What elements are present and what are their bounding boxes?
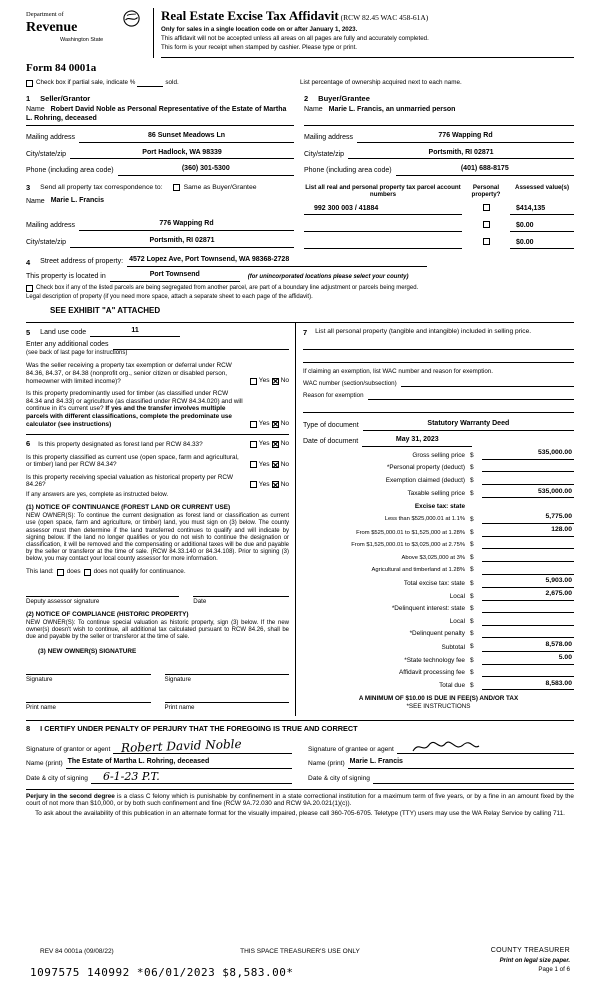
no-label: No (280, 480, 289, 488)
dept-state: Washington State (60, 36, 104, 43)
land-qualify-row (26, 568, 289, 576)
section-6 (26, 434, 289, 711)
tier3-field[interactable] (482, 547, 574, 549)
parcel-number-field[interactable]: 992 300 003 / 41884 (304, 205, 462, 215)
grantee-printname-field[interactable]: Marie L. Francis (348, 758, 574, 769)
total-due-field[interactable]: 8,583.00 (482, 680, 574, 690)
buyer-city-label: City/state/zip (304, 150, 345, 158)
no-label: No (280, 377, 289, 384)
additional-codes-note: (see back of last page for instructions) (26, 350, 128, 357)
dollar-sign: $ (470, 669, 474, 677)
owner-printname-line-1[interactable] (26, 695, 151, 703)
no-label: No (280, 460, 289, 468)
taxable-price-label: Taxable selling price (407, 490, 465, 498)
section-buyer (304, 87, 574, 177)
parcel-table (304, 176, 574, 249)
q-historic-text: Is this property receiving special valuation as historical property per RCW 84.26? (26, 473, 234, 489)
corr-mailing-label: Mailing address (26, 222, 76, 230)
corr-name-label: Name (26, 197, 45, 205)
rev-number: REV 84 0001a (09/08/22) (40, 947, 114, 955)
q-forest-answer (247, 440, 289, 448)
tier1-label: Less than $525,000.01 at 1.1% (384, 516, 465, 523)
dollar-sign: $ (470, 630, 474, 638)
certify-title: I CERTIFY UNDER PENALTY OF PERJURY THAT THE FOREGOING IS TRUE AND CORRECT (40, 723, 358, 733)
section-7-number: 7 (303, 327, 308, 337)
parcel-personal-checkbox-3[interactable] (483, 238, 490, 245)
taxable-price-field[interactable]: 535,000.00 (482, 488, 574, 498)
minimum-due-note: A MINIMUM OF $10.00 IS DUE IN FEE(S) AND/OR TAX (358, 695, 519, 703)
notice-compliance-body: NEW OWNER(S): To continue special valuation as historic property, sign (3) below. If the new owner(s) doesn't wish to continue, all additional tax calculated pursuant to RCW 84.26, shall be due and payable by the seller or transferor at the time of sale. (26, 619, 289, 640)
grantee-date-field[interactable] (373, 773, 574, 784)
q-currentuse-yes-checkbox[interactable] (250, 461, 257, 468)
owner-signature-row (26, 667, 289, 684)
dollar-sign: $ (470, 553, 474, 561)
parcel-personal-checkbox-2[interactable] (483, 221, 490, 228)
grantee-signature-field[interactable] (397, 737, 574, 754)
parcel-number-field[interactable] (304, 231, 462, 232)
perjury-notice (26, 789, 574, 818)
doc-type-field[interactable]: Statutory Warranty Deed (363, 420, 574, 431)
grantor-date-label: Date & city of signing (26, 775, 88, 783)
located-in-field[interactable]: Port Townsend (110, 271, 240, 282)
section-1-title: Seller/Grantor (40, 93, 91, 103)
reason-exemption-field[interactable] (368, 398, 574, 400)
county-treasurer-block (491, 947, 570, 974)
grantee-date-label: Date & city of signing (308, 775, 370, 783)
personal-property-intro: List all personal property (tangible and intangible) included in selling price. (315, 327, 532, 335)
q-timber-yes-checkbox[interactable] (250, 421, 257, 428)
left-column (26, 323, 296, 716)
exemption-deduct-field[interactable] (482, 483, 574, 485)
subtotal-field[interactable]: 8,578.00 (482, 641, 574, 651)
owner-printname-line-2[interactable] (165, 695, 290, 703)
tier2-field[interactable]: 128.00 (482, 526, 574, 536)
header-note-3: This form is your receipt when stamped by cashier. Please type or print. (161, 44, 358, 52)
county-treasurer-label: COUNTY TREASURER (490, 947, 570, 954)
tier4-label: Above $3,025,000 at 3% (401, 554, 465, 561)
tier3-label: From $1,525,000.01 to $3,025,000 at 2.75% (351, 542, 465, 549)
dollar-sign: $ (470, 682, 474, 690)
parcel-col-header: List all real and personal property tax parcel account numbers (305, 184, 461, 199)
dollar-sign: $ (470, 528, 474, 536)
q-timber-text (26, 390, 247, 428)
form-number: Form 84 0001a (26, 62, 97, 74)
section-8-number: 8 (26, 723, 31, 733)
q-exemption-no-checkbox[interactable] (272, 378, 279, 385)
header-title-block (161, 8, 574, 58)
print-name-label: Print name (164, 703, 195, 711)
cashier-stamp: 1097575 140992 *06/01/2023 $8,583.00* (30, 966, 294, 980)
tier4-field[interactable] (482, 560, 574, 562)
grantee-signature-label: Signature of grantee or agent (308, 745, 394, 753)
assessed-value-field[interactable]: $414,135 (510, 205, 574, 215)
deputy-assessor-signature-line[interactable] (26, 589, 179, 597)
header (26, 8, 574, 58)
owner-printname-row (26, 695, 289, 712)
q-exemption-answer (247, 377, 289, 385)
grantor-date-handwriting: 6-1-23 P.T. (102, 769, 160, 783)
land-use-field[interactable]: 11 (90, 327, 180, 338)
buyer-phone-label: Phone (including area code) (304, 167, 392, 175)
dollar-sign: $ (470, 451, 474, 459)
legal-paper-note: Print on legal size paper. (499, 957, 570, 964)
total-due-label: Total due (439, 682, 465, 690)
owner-signature-line-1[interactable] (26, 667, 151, 675)
section-4-number: 4 (26, 257, 31, 267)
processing-fee-label: Affidavit processing fee (399, 669, 465, 677)
q-exemption-text: Was the seller receiving a property tax exemption or deferral under RCW 84.36, 84.37, or 84.38 (nonprofit org., senior citizen or disabled person, homeowner with limited income)? (26, 362, 232, 385)
dollar-sign: $ (470, 515, 474, 523)
partial-sale-label: Check box if partial sale, indicate % (36, 78, 136, 86)
gross-price-label: Gross selling price (412, 451, 465, 459)
gross-price-field[interactable]: 535,000.00 (482, 449, 574, 459)
see-instructions-note: *SEE INSTRUCTIONS (406, 703, 471, 711)
grantor-signature-handwriting: Robert David Noble (121, 736, 243, 756)
corr-city-label: City/state/zip (26, 239, 67, 247)
section-certify (26, 720, 574, 784)
dollar-sign: $ (470, 476, 474, 484)
total-state-label: Total excise tax: state (403, 579, 465, 587)
legal-description-label: Legal description of property (if you need more space, attach a separate sheet to each page of the affidavit). (26, 294, 313, 301)
dollar-sign: $ (470, 566, 474, 574)
deputy-assessor-label: Deputy assessor signature (26, 598, 100, 606)
buyer-name-label: Name (304, 105, 323, 113)
q-exemption-yes-checkbox[interactable] (250, 378, 257, 385)
printname-pair (26, 758, 574, 769)
parcel-number-field[interactable] (304, 248, 462, 249)
local-field[interactable]: 2,675.00 (482, 590, 574, 600)
seller-name-value: Robert David Noble as Personal Representative of the Estate of Martha L. Rohring, deceased (26, 105, 287, 122)
partial-sale-checkbox[interactable] (26, 80, 33, 87)
q-historic-yes-checkbox[interactable] (250, 481, 257, 488)
dollar-sign: $ (470, 605, 474, 613)
q-currentuse-answer (247, 461, 289, 469)
q-currentuse-no-checkbox[interactable] (272, 461, 279, 468)
form-title: Real Estate Excise Tax Affidavit (161, 8, 339, 23)
form-rcw: (RCW 82.45 WAC 458-61A) (340, 13, 429, 22)
ownership-note: List percentage of ownership acquired next to each name. (300, 78, 462, 86)
assessed-value-field[interactable]: $0.00 (510, 222, 574, 232)
grantor-signature-field[interactable] (113, 737, 292, 754)
local-label: Local (449, 592, 465, 600)
dollar-sign: $ (470, 489, 474, 497)
land-does-label: does (66, 568, 81, 576)
parcel-row (304, 220, 574, 232)
street-address-label: Street address of property: (40, 258, 124, 266)
land-prefix: This land: (26, 568, 54, 576)
same-as-buyer-label: Same as Buyer/Grantee (183, 183, 257, 191)
section-6-number: 6 (26, 439, 31, 449)
land-does-not-label: does not qualify for continuance. (93, 568, 186, 576)
delinquent-interest-label: *Delinquent interest: state (391, 605, 465, 613)
delinquent-local-label: Local (449, 617, 465, 625)
seller-city-label: City/state/zip (26, 150, 67, 158)
personal-property-line-1[interactable] (303, 337, 574, 350)
section-3-title: Send all property tax correspondence to: (40, 183, 163, 191)
if-yes-note: If any answers are yes, complete as instructed below. (26, 491, 169, 498)
corr-mailing-field[interactable]: 776 Wapping Rd (79, 220, 294, 231)
tier1-field[interactable]: 5,775.00 (482, 513, 574, 523)
dept-name: Revenue (26, 20, 78, 36)
seller-name-field[interactable] (26, 106, 294, 126)
dept-of-label: Department of (26, 11, 64, 18)
grantor-signature-label: Signature of grantor or agent (26, 745, 111, 753)
yes-label: Yes (258, 460, 270, 468)
no-label: No (280, 440, 289, 448)
street-address-field[interactable]: 4572 Lopez Ave, Port Townsend, WA 98368-2728 (127, 256, 427, 267)
processing-fee-field[interactable] (482, 675, 574, 677)
section-2-title: Buyer/Grantee (318, 93, 370, 103)
grantor-date-field[interactable] (91, 769, 292, 784)
q-timber-normal: Is this property predominantly used for timber (as classified under RCW 84.34 and 84.33) or agriculture (as classified under RCW 84.34.020) and will continue in it's current use? (26, 390, 243, 413)
tech-fee-field[interactable]: 5.00 (482, 654, 574, 664)
parcel-row (304, 237, 574, 249)
doc-date-field[interactable]: May 31, 2023 (362, 436, 472, 447)
delinquent-penalty-label: *Delinquent penalty (409, 630, 465, 638)
assessed-value-field[interactable]: $0.00 (510, 239, 574, 249)
dollar-sign: $ (470, 617, 474, 625)
right-column (296, 323, 574, 716)
segregated-label: Check box if any of the listed parcels are being segregated from another parcel, are part of a boundary line adjustment or parcels being merged. (36, 284, 419, 291)
dollar-sign: $ (470, 656, 474, 664)
correspondence-parcels-row (26, 176, 574, 249)
exemption-deduct-label: Exemption claimed (deduct) (385, 476, 465, 484)
land-does-not-checkbox[interactable] (84, 569, 91, 576)
header-note-2: This affidavit will not be accepted unless all areas on all pages are fully and accurately completed. (161, 35, 429, 42)
corr-name-field[interactable]: Marie L. Francis (50, 196, 104, 204)
located-in-note: (for unincorporated locations please select your county) (247, 274, 409, 281)
perjury-body: is a class C felony which is punishable by confinement in a state correctional institution for a maximum term of five years, or by a fine in an amount fixed by the court of not more than $10,000, or by both such confinement and fine (RCW 9A.72.030 and RCW 9A.20.021(1)(c)). (26, 792, 574, 808)
reason-exemption-label: Reason for exemption (303, 392, 364, 400)
delinquent-penalty-field[interactable] (482, 636, 574, 638)
tech-fee-label: *State technology fee (404, 656, 465, 664)
seller-buyer-row (26, 87, 574, 177)
signature-pair (26, 737, 574, 754)
yes-label: Yes (258, 440, 270, 448)
dollar-sign: $ (470, 464, 474, 472)
q-historic-no-checkbox[interactable] (272, 481, 279, 488)
date-city-pair (26, 769, 574, 784)
segregated-checkbox[interactable] (26, 285, 33, 292)
seller-city-field[interactable]: Port Hadlock, WA 98339 (70, 149, 294, 160)
grantee-signature-scribble-icon (411, 739, 481, 755)
grantee-printname-label: Name (print) (308, 760, 345, 768)
signature-label: Signature (26, 676, 53, 684)
alt-format-notice: To ask about the availability of this publication in an alternate format for the visually impaired, please call 360-705-6705. Teletype (TTY) users may use the WA Relay Service by calling 711. (35, 809, 565, 817)
wac-number-field[interactable] (401, 385, 574, 387)
owner-signature-line-2[interactable] (165, 667, 290, 675)
seller-mailing-field[interactable]: 86 Sunset Meadows Ln (79, 132, 294, 143)
personal-deduct-field[interactable] (482, 470, 574, 472)
seller-phone-label: Phone (including area code) (26, 167, 114, 175)
partial-sale-row (26, 79, 574, 87)
q-forest-text: Is this property designated as forest land per RCW 84.33? (38, 440, 203, 448)
agricultural-field[interactable] (482, 573, 574, 575)
main-columns (26, 322, 574, 716)
signature-label: Signature (164, 676, 191, 684)
section-correspondence (26, 176, 294, 249)
buyer-mailing-field[interactable]: 776 Wapping Rd (357, 132, 574, 143)
section-seller (26, 87, 294, 177)
legal-description-value[interactable]: SEE EXHIBIT "A" ATTACHED (50, 305, 161, 315)
treasurer-space-label: THIS SPACE TREASURER'S USE ONLY (240, 947, 360, 955)
seller-phone-field[interactable]: (360) 301-5300 (118, 165, 294, 176)
q-forest-yes-checkbox[interactable] (250, 441, 257, 448)
doc-type-label: Type of document (303, 422, 359, 430)
dollar-sign: $ (470, 592, 474, 600)
q-timber-bold: If yes and the transfer involves multiple parcels with different classifications, complete the predominate use calculator (see instructions) (26, 405, 232, 428)
buyer-name-value: Marie L. Francis, an unmarried person (328, 105, 456, 113)
dor-logo-block (26, 8, 146, 58)
partial-sale-sold-label: sold. (165, 78, 179, 86)
section-3-number: 3 (26, 183, 31, 193)
seller-name-label: Name (26, 105, 45, 113)
buyer-mailing-label: Mailing address (304, 133, 354, 141)
header-note-1: Only for sales in a single location code on or after January 1, 2023. (161, 25, 358, 33)
located-in-label: This property is located in (26, 272, 106, 280)
yes-label: Yes (258, 377, 270, 384)
notice-compliance-title: (2) NOTICE OF COMPLIANCE (HISTORIC PROPERTY) (26, 610, 189, 618)
deputy-date-label: Date (193, 598, 207, 606)
grantor-printname-label: Name (print) (26, 760, 63, 768)
header-divider (153, 8, 154, 58)
personal-deduct-label: *Personal property (deduct) (386, 464, 465, 472)
section-2-number: 2 (304, 93, 309, 103)
notice-continuance-title: (1) NOTICE OF CONTINUANCE (FOREST LAND OR CURRENT USE) (26, 504, 231, 512)
section-property (26, 256, 574, 315)
section-5 (26, 327, 289, 429)
notice-continuance-body: NEW OWNER(S): To continue the current designation as forest land or classification as current use (open space, farm and agriculture, or timber) land, you must sign on (3) below. The county assessor must then determine if the land transferred continues to qualify and will indicate by signing below. If the land no longer qualifies or you do not wish to continue the designation or classification, it will be removed and the compensating or additional taxes will be due and payable by the seller or transferor at the time of sale. (RCW 84.33.140 or 84.34.108). Prior to signing (3) below, you may contact your local county assessor for more information. (26, 513, 289, 562)
q-currentuse-text: Is this property classified as current use (open space, farm and agricultural, or timber) land per RCW 84.34? (26, 453, 239, 469)
perjury-lead: Perjury in the second degree (26, 792, 115, 800)
total-state-field[interactable]: 5,903.00 (482, 577, 574, 587)
seller-mailing-label: Mailing address (26, 133, 76, 141)
q-forest-no-checkbox[interactable] (272, 441, 279, 448)
wac-number-label: WAC number (section/subsection) (303, 379, 397, 387)
print-name-label: Print name (26, 703, 56, 711)
dollar-sign: $ (470, 541, 474, 549)
exemption-note: If claiming an exemption, list WAC number and reason for exemption. (303, 367, 493, 375)
land-does-checkbox[interactable] (57, 569, 64, 576)
same-as-buyer-checkbox[interactable] (173, 184, 180, 191)
yes-label: Yes (258, 480, 270, 488)
delinquent-local-field[interactable] (482, 624, 574, 626)
corr-city-field[interactable]: Portsmith, RI 02871 (70, 237, 294, 248)
dollar-sign: $ (470, 643, 474, 651)
q-timber-no-checkbox[interactable] (272, 421, 279, 428)
section-1-number: 1 (26, 93, 31, 103)
dollar-sign: $ (470, 579, 474, 587)
new-owner-signature-title: (3) NEW OWNER(S) SIGNATURE (38, 648, 137, 656)
excise-tax-header: Excise tax: state (414, 502, 465, 510)
grantor-printname-field[interactable]: The Estate of Martha L. Rohring, deceased (66, 758, 292, 769)
subtotal-label: Subtotal (441, 643, 465, 651)
personal-property-col-header: Personal property? (471, 184, 501, 199)
tier2-label: From $525,000.01 to $1,525,000 at 1.28% (356, 529, 465, 536)
personal-property-line-2[interactable] (303, 350, 574, 363)
deputy-assessor-row (26, 589, 289, 606)
reason-line-2[interactable] (303, 400, 574, 413)
title-row (161, 8, 574, 24)
q-timber-answer (247, 420, 289, 428)
parcel-personal-checkbox-1[interactable] (483, 204, 490, 211)
yes-label: Yes (258, 419, 270, 427)
parcel-row (304, 203, 574, 215)
section-5-number: 5 (26, 327, 31, 337)
land-use-label: Land use code (40, 328, 87, 336)
delinquent-interest-field[interactable] (482, 611, 574, 613)
buyer-city-field[interactable]: Portsmith, RI 02871 (348, 149, 574, 160)
assessed-value-col-header: Assessed value(s) (515, 184, 569, 192)
agricultural-label: Agricultural and timberland at 1.28% (371, 567, 465, 574)
page-number: Page 1 of 6 (538, 966, 570, 974)
q-historic-answer (247, 481, 289, 489)
additional-codes-label: Enter any additional codes (26, 341, 109, 349)
additional-codes-field[interactable] (113, 348, 290, 350)
buyer-phone-field[interactable]: (401) 688-8175 (396, 165, 574, 176)
buyer-name-field[interactable] (304, 106, 574, 126)
dor-seal-icon (123, 10, 140, 27)
doc-date-label: Date of document (303, 437, 359, 445)
deputy-date-line[interactable] (193, 589, 289, 597)
no-label: No (280, 419, 289, 427)
